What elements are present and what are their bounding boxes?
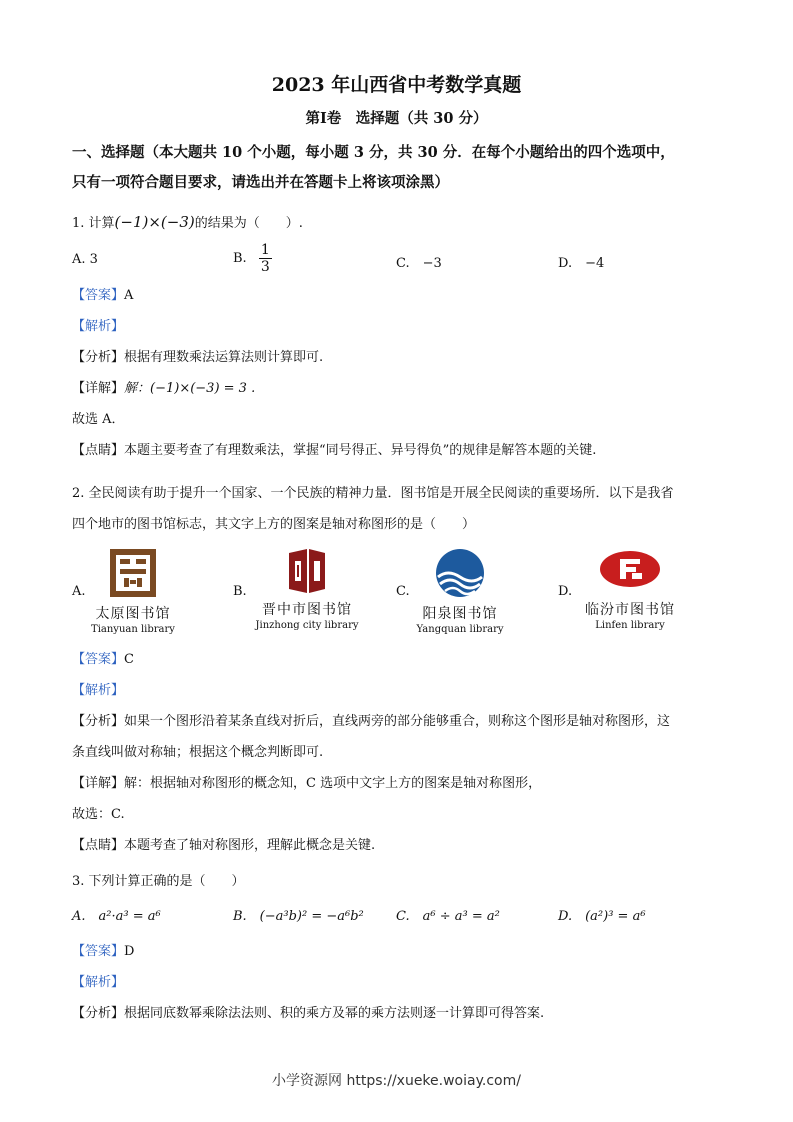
question-2-stem	[72, 478, 722, 540]
section-heading-line-1: 一、选择题（本大题共 10 个小题，每小题 3 分，共 30 分．在每个小题给出的四个选项中，	[72, 144, 675, 161]
q3-option-a: A. a²·a³ = a⁶	[72, 909, 161, 924]
analysis-tag: 【分析】	[72, 1006, 125, 1021]
q1-option-b-denominator: 3	[260, 259, 270, 275]
q2-option-b-label: B.	[233, 584, 247, 599]
section-heading-line-2: 只有一项符合题目要求，请选出并在答题卡上将该项涂黑）	[72, 174, 449, 191]
question-1-stem	[72, 212, 303, 231]
question-3-stem: 3. 下列计算正确的是（ ）	[72, 874, 245, 889]
analysis-tag: 【分析】	[72, 714, 125, 729]
q2-analysis-line-1	[72, 706, 722, 737]
detail-tag: 【详解】	[72, 381, 125, 396]
q1-solution	[72, 280, 722, 466]
q1-jiexi-tag: 【解析】	[72, 319, 125, 334]
q2-answer	[72, 644, 722, 675]
comment-tag: 【点睛】	[72, 443, 125, 458]
q3-solution	[72, 936, 722, 1029]
q2-option-a	[88, 547, 178, 635]
analysis-text: 根据同底数幂乘除法法则、积的乘方及幂的乘方法则逐一计算即可得答案.	[124, 1006, 545, 1021]
yangquan-library-en-name: Yangquan library	[416, 624, 504, 635]
q1-expression: (−1)×(−3)	[114, 213, 195, 231]
q3-jiexi-tag: 【解析】	[72, 975, 125, 990]
answer-tag: 【答案】	[72, 288, 125, 303]
answer-value: A	[124, 288, 134, 303]
detail-text: 解：(−1)×(−3) = 3 .	[124, 381, 256, 396]
analysis-text: 如果一个图形沿着某条直线对折后，直线两旁的部分能够重合，则称这个图形是轴对称图形，这	[124, 714, 671, 729]
q2-option-d-label: D.	[558, 584, 573, 599]
taiyuan-library-en-name: Tianyuan library	[91, 624, 175, 635]
answer-tag: 【答案】	[72, 652, 125, 667]
q3-option-d: D. (a²)³ = a⁶	[558, 909, 646, 924]
q2-option-b	[252, 547, 362, 631]
q1-prefix: 1. 计算	[72, 216, 115, 231]
q1-analysis	[72, 342, 722, 373]
detail-text: 解：根据轴对称图形的概念知，C 选项中文字上方的图案是轴对称图形，	[124, 776, 542, 791]
analysis-tag: 【分析】	[72, 350, 125, 365]
detail-tag: 【详解】	[72, 776, 125, 791]
jinzhong-library-en-name: Jinzhong city library	[255, 620, 359, 631]
comment-tag: 【点睛】	[72, 838, 125, 853]
linfen-library-logo-icon	[598, 549, 662, 589]
q1-option-b-fraction	[259, 242, 272, 275]
q2-stem-line-1: 2. 全民阅读有助于提升一个国家、一个民族的精神力量．图书馆是开展全民阅读的重要场所．以下是我省	[72, 486, 674, 501]
linfen-library-cn-name: 临汾市图书馆	[585, 602, 675, 618]
q1-option-b-numerator: 1	[260, 242, 270, 258]
q1-option-c: C. −3	[396, 256, 442, 271]
q2-stem-line-2: 四个地市的图书馆标志，其文字上方的图案是轴对称图形的是（ ）	[72, 517, 476, 532]
linfen-library-en-name: Linfen library	[595, 620, 665, 631]
q3-option-b: B. (−a³b)² = −a⁶b²	[233, 909, 364, 924]
comment-text: 本题主要考查了有理数乘法，掌握“同号得正、异号得负”的规律是解答本题的关键.	[124, 443, 597, 458]
taiyuan-library-logo-icon	[108, 547, 158, 599]
answer-value: C	[124, 652, 134, 667]
q2-choose: 故选：C.	[72, 807, 125, 822]
jinzhong-library-cn-name: 晋中市图书馆	[262, 602, 352, 618]
q2-option-c	[412, 547, 508, 635]
q1-comment	[72, 435, 722, 466]
q2-option-d	[575, 549, 685, 631]
q2-comment	[72, 830, 722, 861]
q1-option-a: A. 3	[72, 252, 98, 267]
q2-jiexi-tag: 【解析】	[72, 683, 125, 698]
q2-option-c-label: C.	[396, 584, 410, 599]
yangquan-library-logo-icon	[434, 547, 486, 599]
q1-suffix: 的结果为（ ）.	[194, 216, 303, 231]
jinzhong-library-logo-icon	[285, 547, 329, 595]
q1-option-d: D. −4	[558, 256, 605, 271]
q2-option-a-label: A.	[72, 584, 86, 599]
q1-option-b	[233, 242, 272, 275]
q2-analysis-line-2: 条直线叫做对称轴；根据这个概念判断即可.	[72, 745, 324, 760]
q3-option-c: C. a⁶ ÷ a³ = a²	[396, 909, 500, 924]
q1-answer	[72, 280, 722, 311]
page-footer: 小学资源网 https://xueke.woiay.com/	[272, 1073, 521, 1089]
q3-answer	[72, 936, 722, 967]
analysis-text: 根据有理数乘法运算法则计算即可.	[124, 350, 324, 365]
answer-tag: 【答案】	[72, 944, 125, 959]
answer-value: D	[124, 944, 135, 959]
q2-detail	[72, 768, 722, 799]
section-heading	[72, 138, 732, 198]
yangquan-library-cn-name: 阳泉图书馆	[422, 606, 498, 622]
comment-text: 本题考查了轴对称图形，理解此概念是关键.	[124, 838, 376, 853]
q1-option-b-label: B.	[233, 251, 247, 266]
q1-choose: 故选 A．	[72, 412, 125, 427]
q1-detail	[72, 373, 722, 404]
q3-analysis	[72, 998, 722, 1029]
page-subtitle: 第Ⅰ卷 选择题（共 30 分）	[305, 110, 488, 127]
q2-solution	[72, 644, 722, 861]
taiyuan-library-cn-name: 太原图书馆	[95, 606, 171, 622]
page-title: 2023 年山西省中考数学真题	[271, 74, 522, 96]
